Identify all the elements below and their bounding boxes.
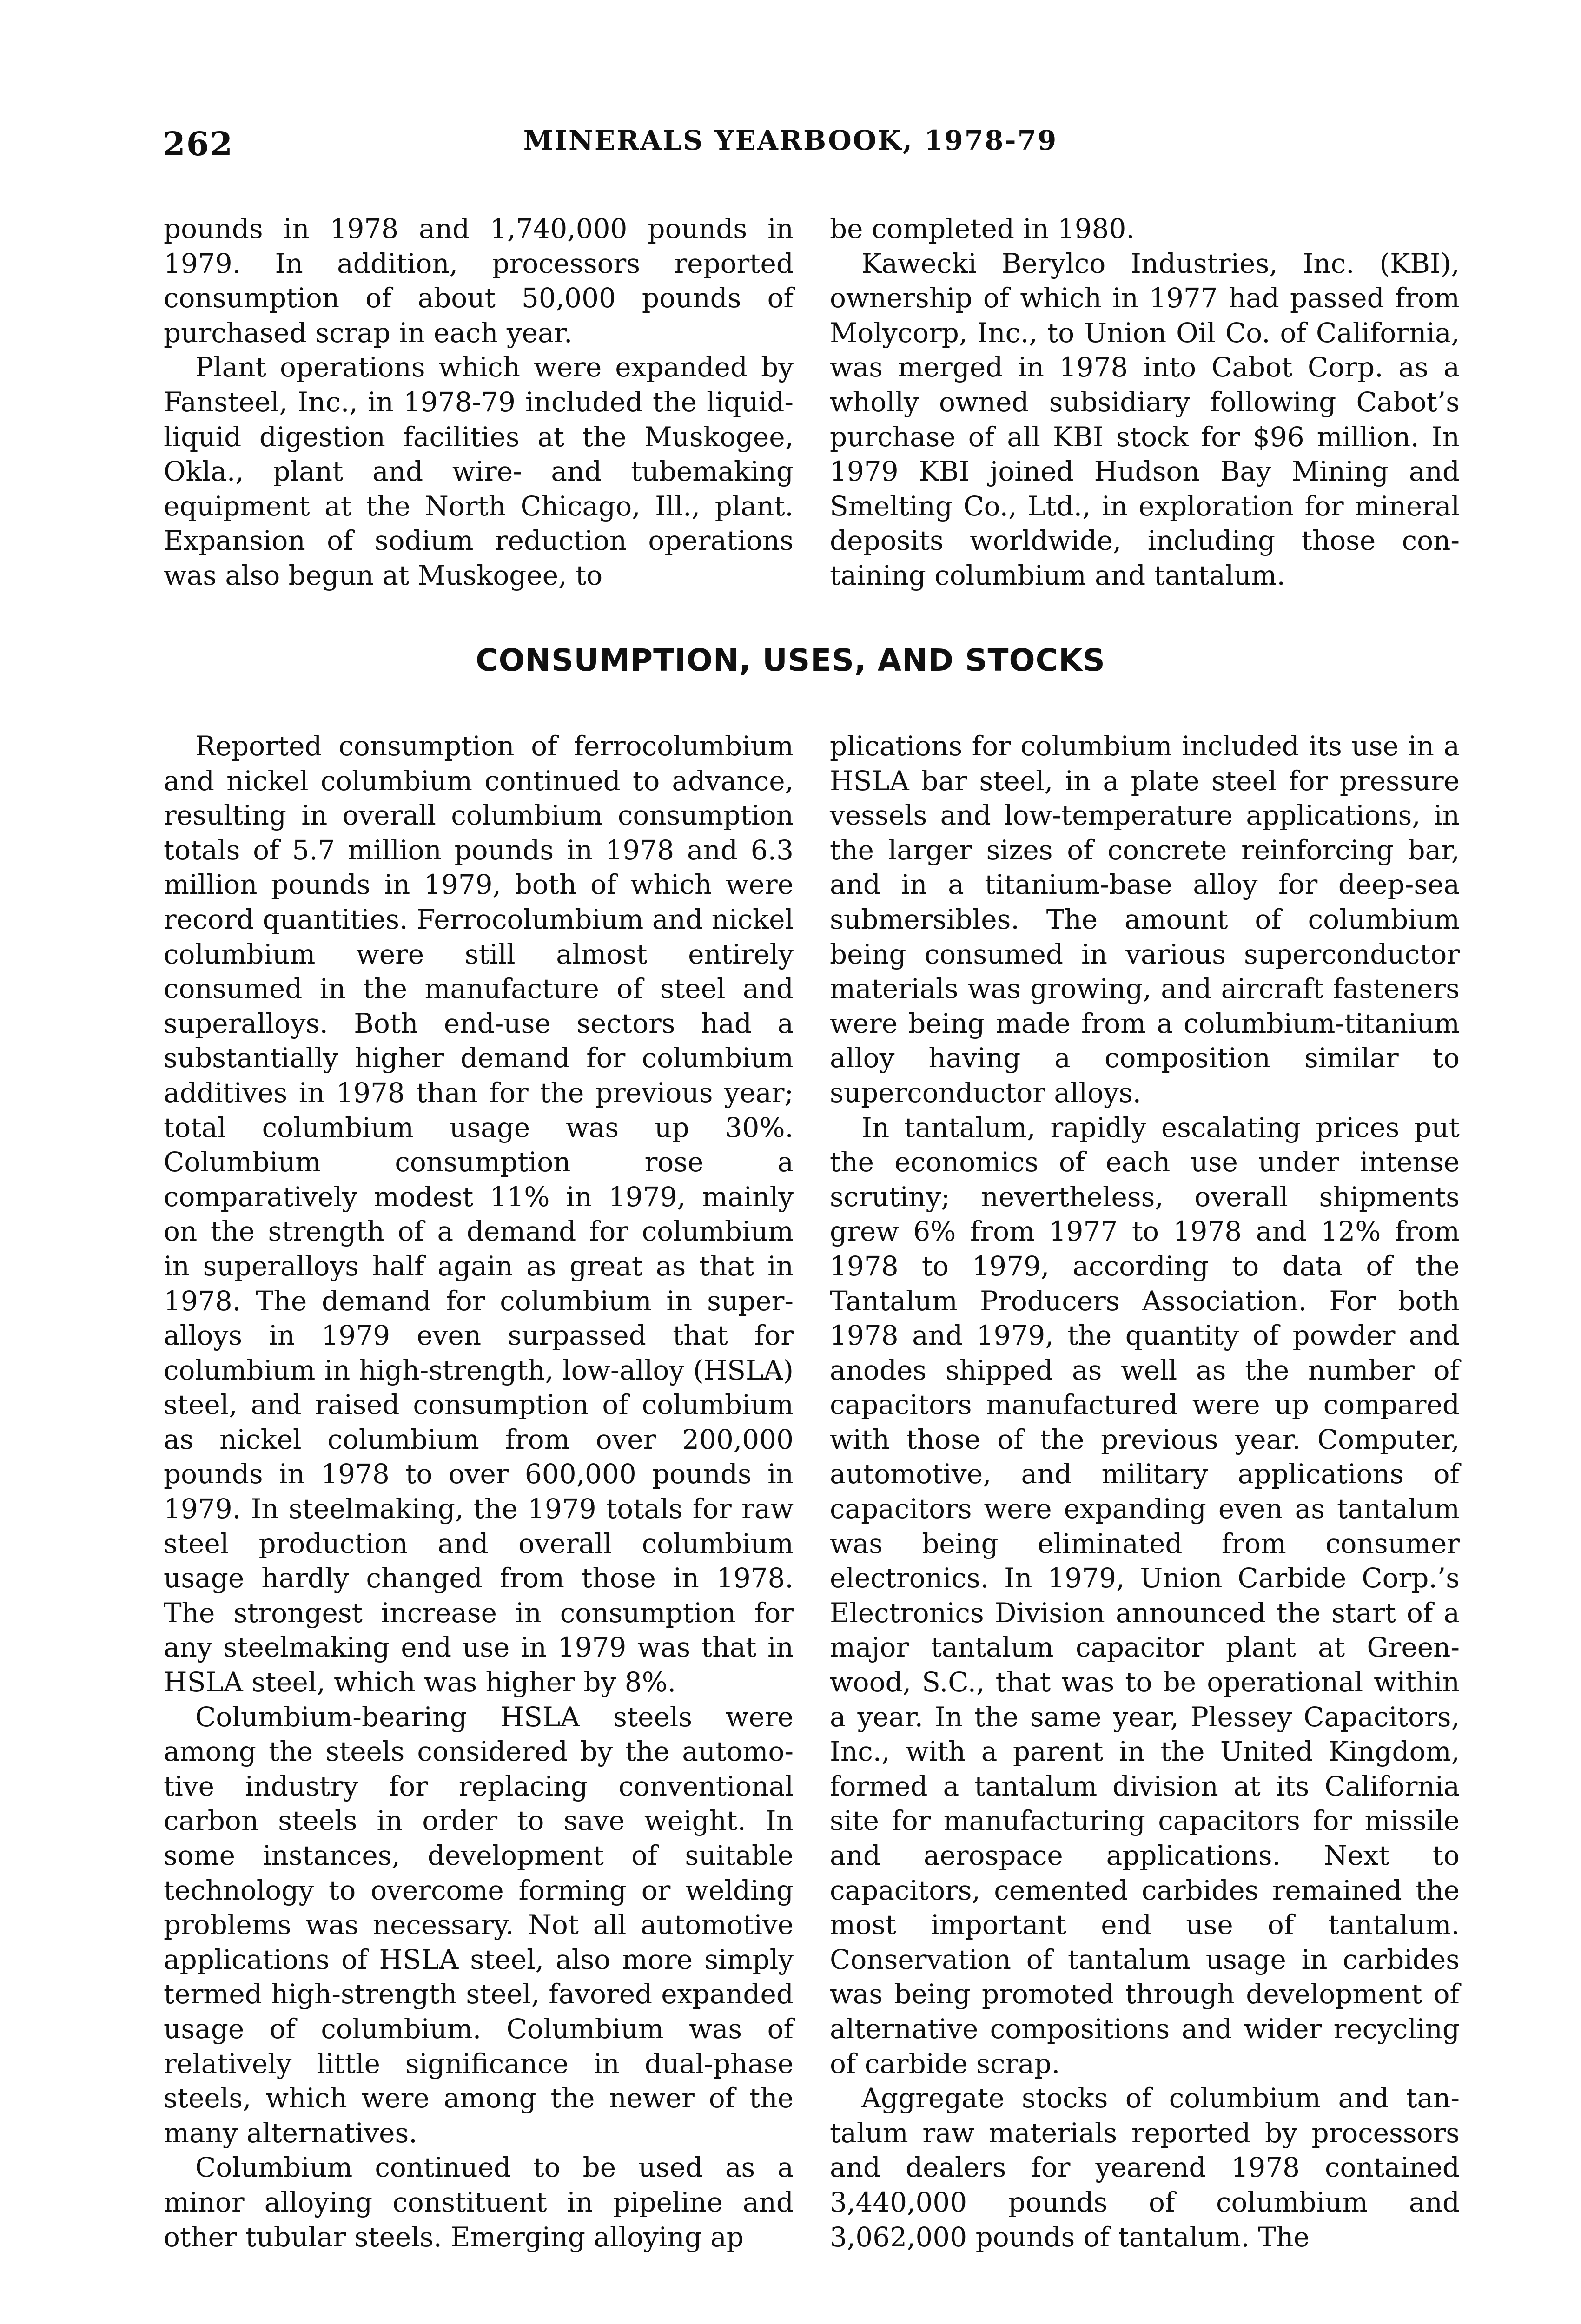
top-left-column [164, 211, 794, 593]
section-heading: CONSUMPTION, USES, AND STOCKS [476, 642, 1105, 678]
paragraph: Columbium continued to be used as a minor alloying constituent in pipeline and other tubular steels. Emerging alloying ap [164, 2152, 794, 2253]
paragraph: Reported consumption of ferrocolumbium and nickel columbium continued to advance, resulting in overall columbium consumption totals of 5.7 million pounds in 1978 and 6.3 million pounds in 1979, both of which were record quantities. Ferrocolumbium and nickel columbium were still almost entirely consumed in the manufacture of steel and superalloys. Both end-use sectors had a substantially higher demand for columbium additives in 1978 than for the previous year; total columbium usage was up 30%. Columbium consumption rose a comparatively modest 11% in 1979, mainly on the strength of a demand for columbium in superalloys half again as great as that in 1978. The demand for columbium in superalloys in 1979 even surpassed that for columbium in high-strength, low-alloy (HSLA) steel, and raised consumption of columbium as nickel columbium from over 200,000 pounds in 1978 to over 600,000 pounds in 1979. In steelmaking, the 1979 totals for raw steel production and overall columbium usage hardly changed from those in 1978. The strongest increase in consumption for any steelmaking end use in 1979 was that in HSLA steel, which was higher by 8%. [164, 730, 794, 1698]
paragraph: be completed in 1980. [830, 213, 1135, 244]
paragraph: Aggregate stocks of columbium and tantalum raw materials reported by processors and dealers for yearend 1978 contained 3,440,000 pounds of columbium and 3,062,000 pounds of tantalum. The [830, 2082, 1460, 2253]
top-right-column [830, 211, 1460, 593]
paragraph: pounds in 1978 and 1,740,000 pounds in 1979. In addition, processors reported consumption of about 50,000 pounds of purchased scrap in each year. [164, 213, 794, 349]
section-right-column [830, 729, 1460, 2254]
paragraph: Columbium-bearing HSLA steels were among the steels considered by the automotive industry for replacing conventional carbon steels in order to save weight. In some instances, development of suitable technology to overcome forming or welding problems was necessary. Not all automotive applications of HSLA steel, also more simply termed high-strength steel, favored expanded usage of columbium. Columbium was of relatively little significance in dual-phase steels, which were among the newer of the many alternatives. [164, 1701, 794, 2149]
page-number: 262 [163, 125, 234, 163]
paragraph: plications for columbium included its use in a HSLA bar steel, in a plate steel for pressure vessels and low-temperature applications, in the larger sizes of concrete reinforcing bar, and in a titanium-base alloy for deep-sea submersibles. The amount of columbium being consumed in various superconductor materials was growing, and aircraft fasteners were being made from a columbium-titanium alloy having a composition similar to superconductor alloys. [830, 730, 1460, 1109]
paragraph: In tantalum, rapidly escalating prices put the economics of each use under intense scrutiny; nevertheless, overall shipments grew 6% from 1977 to 1978 and 12% from 1978 to 1979, according to data of the Tantalum Producers Association. For both 1978 and 1979, the quantity of powder and anodes shipped as well as the number of capacitors manufactured were up compared with those of the previous year. Computer, automotive, and military applications of capacitors were expanding even as tantalum was being eliminated from consumer electronics. In 1979, Union Carbide Corp.’s Electronics Division announced the start of a major tantalum capacitor plant at Greenwood, S.C., that was to be operational within a year. In the same year, Plessey Capacitors, Inc., with a parent in the United Kingdom, formed a tantalum division at its California site for manufacturing capacitors for missile and aerospace applications. Next to capacitors, cemented carbides remained the most important end use of tantalum. Conservation of tantalum usage in carbides was being promoted through development of alternative compositions and wider recycling of carbide scrap. [830, 1111, 1460, 2080]
running-head: MINERALS YEARBOOK, 1978-79 [523, 125, 1058, 156]
paragraph: Plant operations which were expanded by Fansteel, Inc., in 1978-79 included the liquid-liquid digestion facilities at the Muskogee, Okla., plant and wire- and tubemaking equipment at the North Chicago, Ill., plant. Expansion of sodium reduction operations was also begun at Muskogee, to [164, 351, 794, 591]
section-left-column [164, 729, 794, 2254]
paragraph: Kawecki Berylco Industries, Inc. (KBI), ownership of which in 1977 had passed from Molycorp, Inc., to Union Oil Co. of California, was merged in 1978 into Cabot Corp. as a wholly owned subsidiary following Cabot’s purchase of all KBI stock for $96 million. In 1979 KBI joined Hudson Bay Mining and Smelting Co., Ltd., in exploration for mineral deposits worldwide, including those containing columbium and tantalum. [830, 247, 1460, 591]
